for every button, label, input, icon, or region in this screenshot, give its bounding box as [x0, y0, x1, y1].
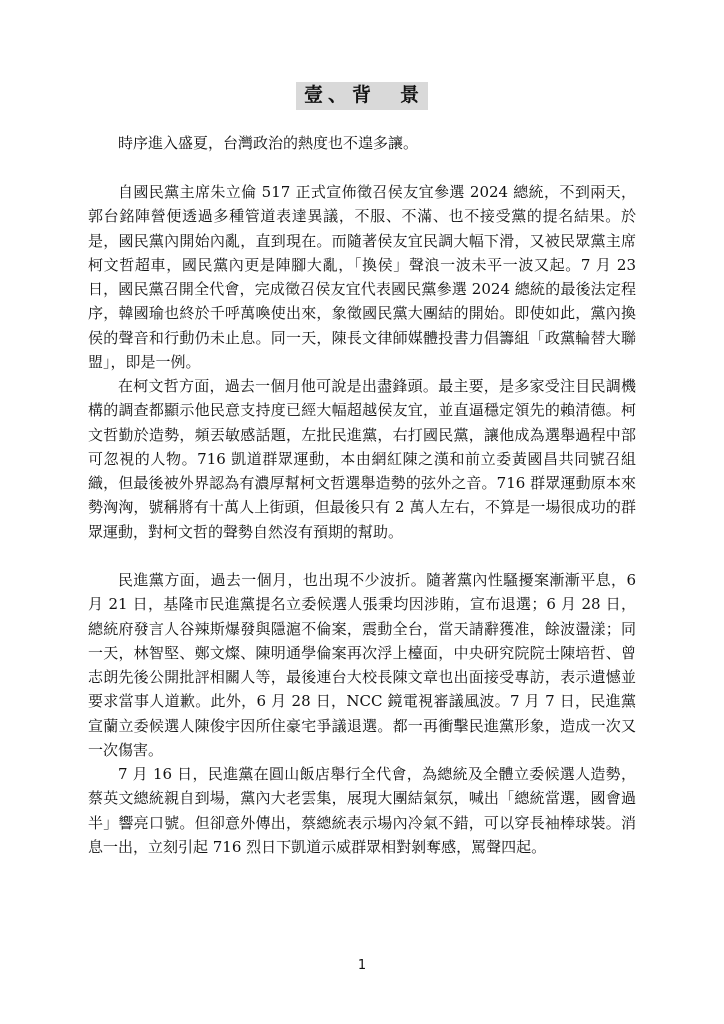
- paragraph-1: 時序進入盛夏，台灣政治的熱度也不遑多讓。: [118, 134, 419, 152]
- paragraph-4: 民進黨方面，過去一個月，也出現不少波折。隨著黨內性騷擾案漸漸平息，6 月 21 日，基隆市民進黨提名立委候選人張秉均因涉賄，宣布退選；6 月 28 日，總統府發言人谷辣斯爆發與隱滬不倫案，震動全台，當天請辭獲准，餘波盪漾；同一天，林智堅、鄭文燦、陳明通學倫案再次浮上檯面，中央研究院院士陳培哲、曾志朗先後公開批評相關人等，最後連台大校長陳文章也出面接受專訪，表示遺憾並要求當事人道歉。此外，6 月 28 日，NCC 鏡電視審議風波。7 月 7 日，民進黨宣蘭立委候選人陳俊宇因所住豪宅爭議退選。都一再衝擊民進黨形象，造成一次又一次傷害。: [88, 571, 636, 760]
- section-title: 壹、背 景: [296, 82, 428, 110]
- paragraph-3: 在柯文哲方面，過去一個月他可說是出盡鋒頭。最主要，是多家受注目民調機構的調查都顯示他民意支持度已經大幅超越侯友宜，並直逼穩定領先的賴清德。柯文哲勤於造勢，頻丟敏感話題，左批民進黨，右打國民黨，讓他成為選舉過程中部可忽視的人物。716 凱道群眾運動，本由網紅陳之漢和前立委黃國昌共同號召組織，但最後被外界認為有濃厚幫柯文哲選舉造勢的弦外之音。716 群眾運動原本來勢洶洶，號稱將有十萬人上街頭，但最後只有 2 萬人左右，不算是一場很成功的群眾運動，對柯文哲的聲勢自然沒有預期的幫助。: [88, 377, 636, 541]
- paragraph-5: 7 月 16 日，民進黨在圓山飯店舉行全代會，為總統及全體立委候選人造勢，蔡英文總統親自到場，黨內大老雲集，展現大團結氣氛，喊出「總統當選，國會過半」響亮口號。但卻意外傳出，蔡總統表示場內冷氣不錯，可以穿長袖棒球裝。消息一出，立刻引起 716 烈日下凱道示威群眾相對剝奪感，罵聲四起。: [88, 765, 636, 856]
- page-number: 1: [357, 958, 367, 973]
- paragraph-2: 自國民黨主席朱立倫 517 正式宣佈徵召侯友宜參選 2024 總統，不到兩天，郭台銘陣營便透過多種管道表達異議，不服、不滿、也不接受黨的提名結果。於是，國民黨內開始內亂，直到現在。而隨著侯友宜民調大幅下滑，又被民眾黨主席柯文哲超車，國民黨內更是陣腳大亂，「換侯」聲浪一波未平一波又起。7 月 23 日，國民黨召開全代會，完成徵召侯友宜代表國民黨參選 2024 總統的最後法定程序，韓國瑜也終於千呼萬喚使出來，象徵國民黨大團結的開始。即使如此，黨內換侯的聲音和行動仍未止息。同一天，陳長文律師媒體投書力倡籌組「政黨輪替大聯盟」，即是一例。: [88, 183, 636, 372]
- section-title-wrap: [0, 82, 724, 110]
